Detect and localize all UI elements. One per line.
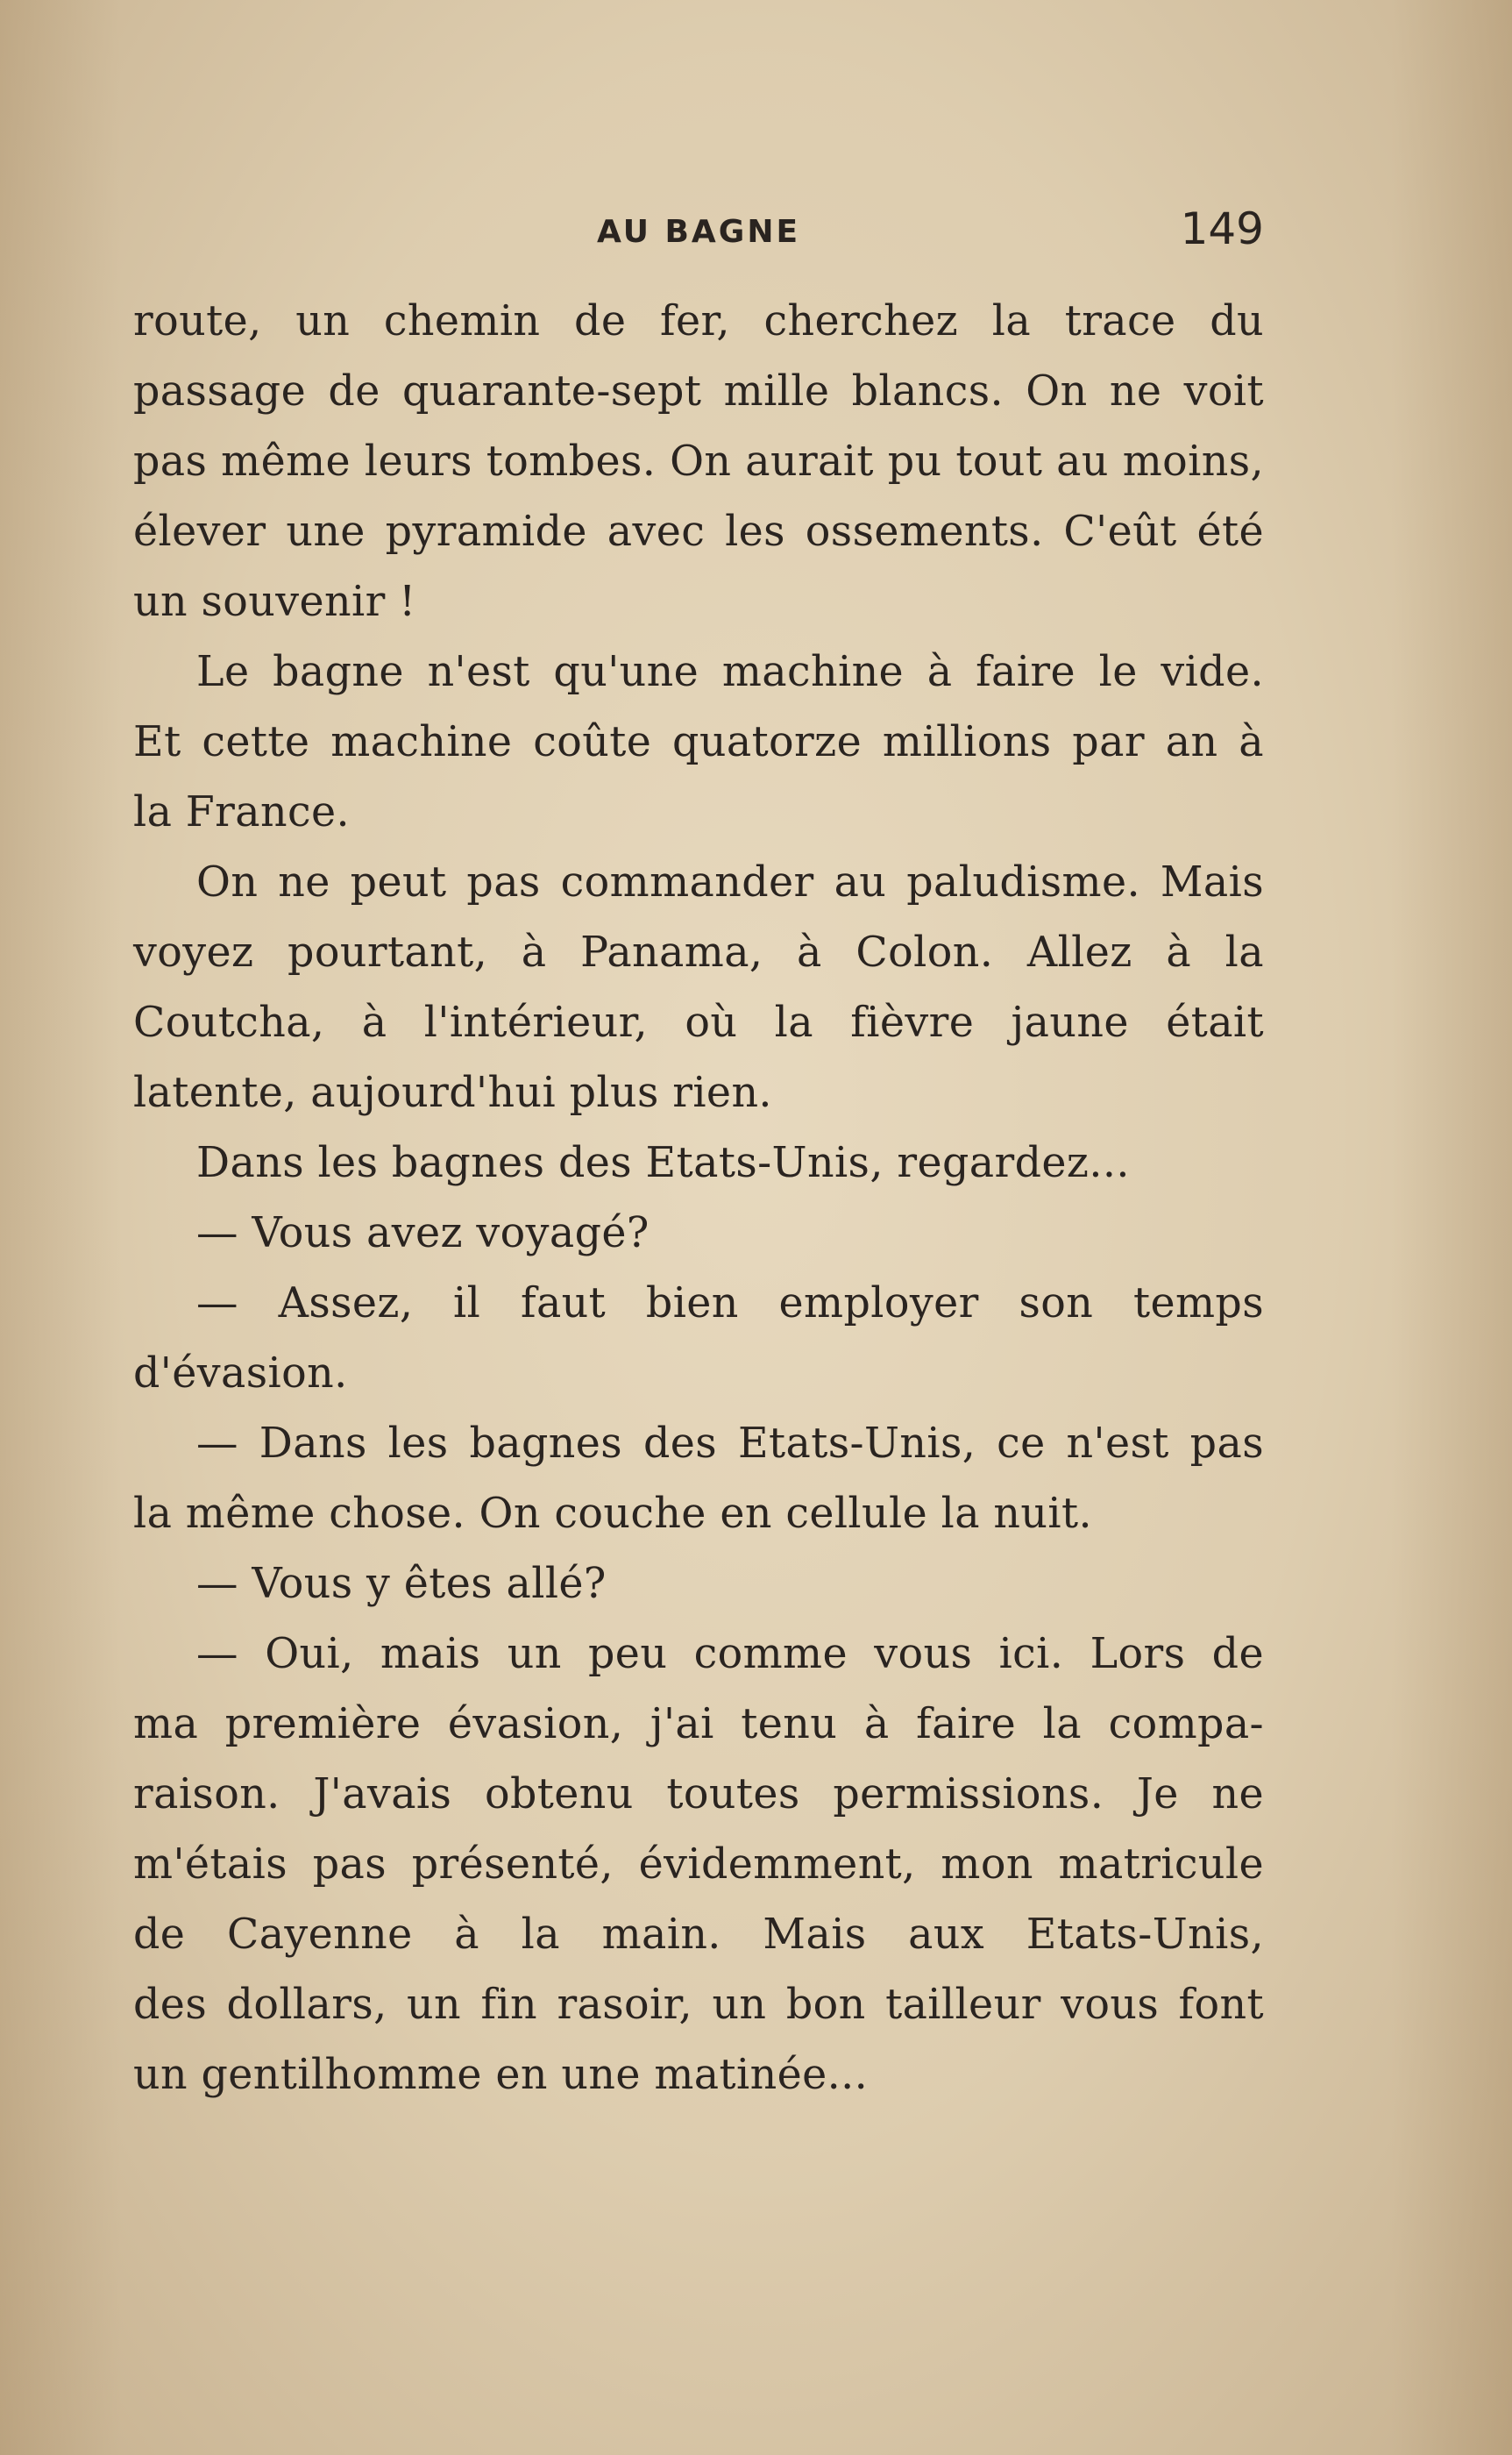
dialogue-line (133, 1269, 1264, 1409)
body-text (133, 287, 1264, 2110)
text-line: — Dans les bagnes des Etats-Unis, ce n'est pas (196, 1420, 1264, 1468)
text-line: m'étais pas présenté, évidemment, mon matricule (133, 1840, 1264, 1889)
text-line: ma première évasion, j'ai tenu à faire la compa- (133, 1700, 1264, 1748)
dialogue-line (133, 1619, 1264, 2110)
text-line: d'évasion. (133, 1349, 348, 1398)
running-title: AU BAGNE (596, 214, 801, 250)
text-line: élever une pyramide avec les ossements. C'eût été (133, 508, 1264, 556)
text-line: On ne peut pas commander au paludisme. Mais (196, 858, 1264, 907)
dialogue-line (133, 1199, 1264, 1269)
text-line: route, un chemin de fer, cherchez la trace du (133, 297, 1264, 345)
text-line: Coutcha, à l'intérieur, où la fièvre jaune était (133, 999, 1264, 1047)
paragraph (133, 287, 1264, 637)
text-line: — Oui, mais un peu comme vous ici. Lors de (196, 1630, 1264, 1678)
text-line: Le bagne n'est qu'une machine à faire le vide. (196, 648, 1264, 696)
dialogue-line (133, 1409, 1264, 1549)
text-line: voyez pourtant, à Panama, à Colon. Allez à la (133, 929, 1264, 977)
text-line: — Assez, il faut bien employer son temps (196, 1279, 1264, 1327)
paragraph (133, 848, 1264, 1128)
text-line: pas même leurs tombes. On aurait pu tout au moins, (133, 438, 1264, 486)
text-line: de Cayenne à la main. Mais aux Etats-Unis, (133, 1911, 1264, 1959)
text-line: passage de quarante-sept mille blancs. On ne voit (133, 367, 1264, 416)
text-line: — Vous y êtes allé? (196, 1560, 607, 1608)
text-line: raison. J'avais obtenu toutes permissions. Je ne (133, 1770, 1264, 1818)
text-line: un souvenir ! (133, 578, 416, 626)
text-line: la même chose. On couche en cellule la nuit. (133, 1490, 1092, 1538)
text-line: latente, aujourd'hui plus rien. (133, 1069, 772, 1117)
text-line: Et cette machine coûte quatorze millions par an à (133, 718, 1264, 766)
paragraph (133, 1128, 1264, 1199)
text-line: Dans les bagnes des Etats-Unis, regardez... (196, 1139, 1130, 1187)
text-line: un gentilhomme en une matinée... (133, 2051, 869, 2099)
text-line: — Vous avez voyagé? (196, 1209, 650, 1257)
text-line: la France. (133, 788, 350, 836)
paragraph (133, 637, 1264, 848)
text-line: des dollars, un fin rasoir, un bon tailleur vous font (133, 1981, 1264, 2029)
page-header (133, 203, 1264, 265)
page-number: 149 (1180, 203, 1264, 254)
dialogue-line (133, 1549, 1264, 1619)
